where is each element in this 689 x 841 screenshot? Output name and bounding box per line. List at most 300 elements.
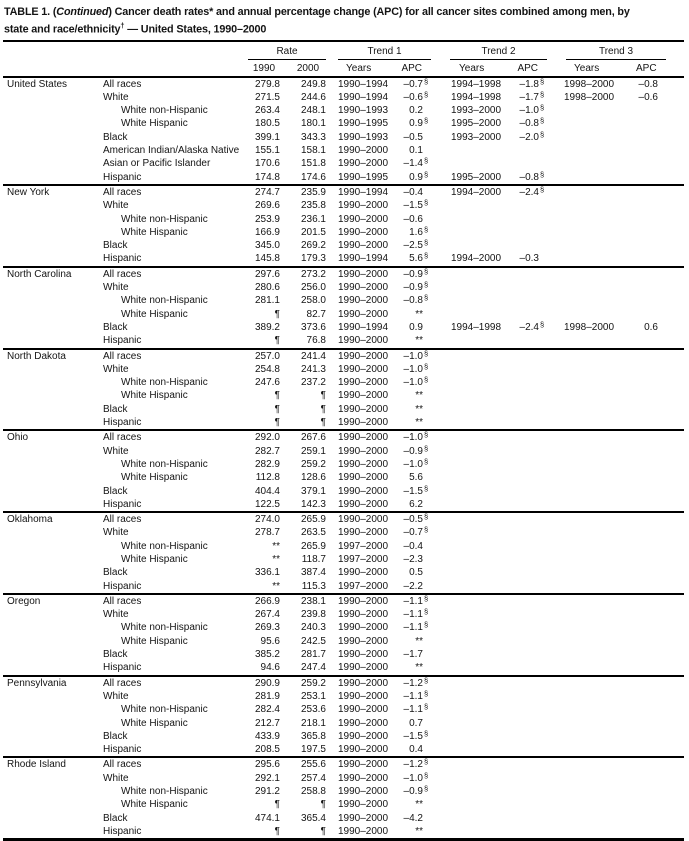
- trend2-years: [431, 268, 513, 282]
- rate-2000-value: 82.7: [306, 308, 326, 320]
- trend2-significance-marker: §: [540, 103, 545, 113]
- trend3-apc-value: [636, 580, 658, 594]
- trend2-significance-marker: [539, 455, 547, 469]
- table-row: [3, 498, 666, 511]
- trend3-years: [547, 540, 636, 554]
- race-ethnicity-label: White non-Hispanic: [121, 458, 208, 470]
- trend3-years: [547, 445, 636, 459]
- trend2-apc-value: [513, 595, 539, 609]
- race-ethnicity-label: All races: [103, 595, 142, 607]
- trend1-years: 1990–2000: [338, 458, 389, 470]
- race-ethnicity-label: White: [103, 609, 129, 621]
- trend2-years: [431, 350, 513, 364]
- trend3-years: [547, 294, 636, 308]
- trend3-apc-value: [636, 416, 658, 430]
- table-row: [3, 812, 666, 825]
- state-name: [3, 526, 96, 540]
- trend1-years: 1990–2000: [338, 295, 389, 307]
- trend3-significance-marker: [658, 782, 666, 796]
- trend1-years: 1990–2000: [338, 622, 389, 634]
- trend1-significance-marker: §: [424, 156, 429, 166]
- table-row: [3, 171, 666, 184]
- trend3-apc-value: [636, 785, 658, 799]
- rate-2000-value: 238.1: [300, 595, 326, 607]
- state-name: [3, 785, 96, 799]
- state-name: [3, 445, 96, 459]
- rate-2000-value: ¶: [320, 799, 326, 811]
- trend3-years: [547, 239, 636, 253]
- rate-2000-value: 259.2: [300, 677, 326, 689]
- trend2-apc-value: –0.8: [519, 171, 539, 183]
- trend3-years: [547, 498, 636, 512]
- race-ethnicity-label: White non-Hispanic: [121, 377, 208, 389]
- trend2-years: [431, 226, 513, 240]
- trend2-years: [431, 416, 513, 430]
- trend3-apc-value: [636, 485, 658, 499]
- trend3-years: [547, 117, 636, 131]
- state-name: [3, 376, 96, 390]
- trend2-significance-marker: [539, 618, 547, 632]
- rate-1990-value: 269.3: [254, 622, 280, 634]
- trend2-years: [431, 580, 513, 594]
- trend2-significance-marker: §: [540, 184, 545, 194]
- trend1-significance-marker: [423, 128, 431, 142]
- trend3-significance-marker: [658, 386, 666, 400]
- race-ethnicity-label: All races: [103, 514, 142, 526]
- trend1-years: 1997–2000: [338, 580, 389, 592]
- trend2-apc-value: [513, 157, 539, 171]
- state-name: Ohio: [7, 432, 29, 444]
- trend1-years: 1990–1994: [338, 91, 389, 103]
- trend1-significance-marker: §: [424, 620, 429, 630]
- trend2-apc-value: [513, 635, 539, 649]
- trend1-apc-value: –1.2: [403, 677, 423, 689]
- trend1-apc-value: **: [415, 635, 423, 647]
- rate-1990-value: ¶: [274, 308, 280, 320]
- trend1-significance-marker: §: [424, 483, 429, 493]
- trend2-significance-marker: [539, 577, 547, 591]
- state-name: [3, 294, 96, 308]
- rate-1990-value: **: [272, 540, 280, 552]
- trend2-significance-marker: [539, 769, 547, 783]
- trend2-years: [431, 798, 513, 812]
- trend3-significance-marker: [658, 455, 666, 469]
- trend1-apc-value: **: [415, 308, 423, 320]
- table-row: [3, 157, 666, 170]
- trend1-significance-marker: §: [424, 702, 429, 712]
- trend3-years: [547, 171, 636, 185]
- trend2-significance-marker: [539, 592, 547, 606]
- trend3-apc-value: [636, 389, 658, 403]
- rate-1990-value: 399.1: [254, 131, 280, 143]
- trend2-apc-value: [513, 690, 539, 704]
- rate-1990-value: ¶: [274, 417, 280, 429]
- rate-2000-value: 180.1: [300, 118, 326, 130]
- trend1-apc-value: –0.5: [403, 131, 423, 143]
- trend1-years: 1990–2000: [338, 595, 389, 607]
- trend2-apc-value: [513, 458, 539, 472]
- rate-2000-value: 379.1: [300, 485, 326, 497]
- trend1-years: 1990–2000: [338, 213, 389, 225]
- trend2-significance-marker: [539, 495, 547, 509]
- race-ethnicity-label: Black: [103, 567, 128, 579]
- table-row: [3, 104, 666, 117]
- race-ethnicity-label: Black: [103, 240, 128, 252]
- column-header-trend2-years: Years: [459, 62, 485, 74]
- trend1-years: 1990–1994: [338, 253, 389, 265]
- trend2-years: [431, 566, 513, 580]
- trend1-years: 1990–2000: [338, 485, 389, 497]
- trend2-years: [431, 389, 513, 403]
- rate-2000-value: 365.4: [300, 812, 326, 824]
- race-ethnicity-label: White: [103, 363, 129, 375]
- trend2-apc-value: [513, 621, 539, 635]
- trend2-years: [431, 553, 513, 567]
- trend3-apc-value: [636, 213, 658, 227]
- rate-2000-value: 236.1: [300, 213, 326, 225]
- rate-2000-value: 179.3: [300, 253, 326, 265]
- trend3-significance-marker: [658, 318, 666, 332]
- race-ethnicity-label: Black: [103, 403, 128, 415]
- trend3-significance-marker: [658, 809, 666, 823]
- trend3-years: [547, 690, 636, 704]
- trend3-significance-marker: [658, 755, 666, 769]
- trend3-apc-value: [636, 743, 658, 757]
- rate-2000-value: 142.3: [300, 498, 326, 510]
- trend2-significance-marker: [539, 265, 547, 279]
- trend2-years: [431, 812, 513, 826]
- table-body: [3, 78, 689, 839]
- trend2-years: [431, 363, 513, 377]
- trend3-apc-value: [636, 758, 658, 772]
- rate-2000-value: 240.3: [300, 622, 326, 634]
- trend2-significance-marker: §: [540, 89, 545, 99]
- rate-1990-value: 269.6: [254, 200, 280, 212]
- trend3-years: [547, 308, 636, 322]
- table-row: [3, 268, 666, 281]
- race-ethnicity-label: White Hispanic: [121, 308, 188, 320]
- state-name: [3, 144, 96, 158]
- state-name: [3, 226, 96, 240]
- trend1-apc-value: –1.0: [403, 363, 423, 375]
- trend1-years: 1990–2000: [338, 158, 389, 170]
- state-name: [3, 157, 96, 171]
- table-row: [3, 677, 666, 690]
- trend1-years: 1990–1994: [338, 78, 389, 90]
- trend2-years: [431, 717, 513, 731]
- trend1-years: 1990–2000: [338, 268, 389, 280]
- trend2-apc-value: [513, 376, 539, 390]
- trend3-years: [547, 758, 636, 772]
- trend2-years: [431, 621, 513, 635]
- trend1-significance-marker: [423, 740, 431, 754]
- trend3-apc-value: [636, 458, 658, 472]
- rate-1990-value: 155.1: [254, 145, 280, 157]
- trend1-significance-marker: §: [424, 593, 429, 603]
- trend2-years: [431, 458, 513, 472]
- trend2-significance-marker: §: [540, 319, 545, 329]
- state-name: [3, 580, 96, 594]
- trend2-apc-value: –1.0: [519, 105, 539, 117]
- trend1-apc-value: –0.9: [403, 268, 423, 280]
- rate-1990-value: 266.9: [254, 595, 280, 607]
- trend1-years: 1990–2000: [338, 567, 389, 579]
- trend2-apc-value: [513, 703, 539, 717]
- trend1-significance-marker: §: [424, 757, 429, 767]
- trend3-years: [547, 471, 636, 485]
- trend2-years: [431, 485, 513, 499]
- trend1-years: 1990–2000: [338, 717, 389, 729]
- trend3-years: [547, 595, 636, 609]
- trend2-significance-marker: [539, 658, 547, 672]
- column-header-trend1-apc: APC: [401, 62, 422, 74]
- table-row: [3, 78, 666, 91]
- trend2-significance-marker: [539, 154, 547, 168]
- trend1-significance-marker: §: [424, 512, 429, 522]
- trend3-apc-value: [636, 239, 658, 253]
- trend1-significance-marker: [423, 183, 431, 197]
- rate-2000-value: 242.5: [300, 635, 326, 647]
- trend1-significance-marker: §: [424, 251, 429, 261]
- trend1-years: 1990–2000: [338, 350, 389, 362]
- rate-1990-value: 208.5: [254, 744, 280, 756]
- column-header-trend2-apc: APC: [517, 62, 538, 74]
- race-ethnicity-label: White non-Hispanic: [121, 786, 208, 798]
- state-name: New York: [7, 186, 50, 198]
- trend1-apc-value: –1.1: [403, 609, 423, 621]
- trend1-apc-value: –1.0: [403, 377, 423, 389]
- trend2-significance-marker: [539, 223, 547, 237]
- trend2-apc-value: [513, 812, 539, 826]
- state-name: [3, 171, 96, 185]
- rate-1990-value: 292.1: [254, 772, 280, 784]
- trend2-years: [431, 294, 513, 308]
- trend2-significance-marker: [539, 210, 547, 224]
- trend2-apc-value: [513, 785, 539, 799]
- trend3-years: [547, 281, 636, 295]
- trend3-years: [547, 717, 636, 731]
- rate-1990-value: 345.0: [254, 240, 280, 252]
- trend2-years: 1994–1998: [451, 91, 502, 103]
- table-row: [3, 580, 666, 593]
- trend3-years: [547, 431, 636, 445]
- trend1-apc-value: –0.4: [403, 540, 423, 552]
- trend3-years: [547, 213, 636, 227]
- state-name: [3, 798, 96, 812]
- rate-1990-value: 94.6: [260, 662, 280, 674]
- rate-2000-value: 253.6: [300, 704, 326, 716]
- state-name: [3, 498, 96, 512]
- state-name: [3, 566, 96, 580]
- trend1-significance-marker: §: [424, 784, 429, 794]
- race-ethnicity-label: Hispanic: [103, 417, 142, 429]
- trend2-apc-value: [513, 648, 539, 662]
- rate-1990-value: 291.2: [254, 786, 280, 798]
- rate-2000-value: 265.9: [300, 514, 326, 526]
- trend1-significance-marker: [423, 210, 431, 224]
- trend3-significance-marker: [658, 413, 666, 427]
- trend3-apc-value: 0.6: [644, 321, 658, 333]
- trend2-apc-value: [513, 485, 539, 499]
- rate-1990-value: ¶: [274, 335, 280, 347]
- state-name: [3, 281, 96, 295]
- trend2-apc-value: [513, 553, 539, 567]
- trend3-significance-marker: [658, 154, 666, 168]
- trend1-years: 1990–2000: [338, 759, 389, 771]
- trend3-apc-value: [636, 690, 658, 704]
- race-ethnicity-label: All races: [103, 432, 142, 444]
- trend1-years: 1990–2000: [338, 649, 389, 661]
- trend2-significance-marker: [539, 413, 547, 427]
- trend2-apc-value: [513, 445, 539, 459]
- trend3-years: [547, 252, 636, 266]
- trend2-apc-value: [513, 743, 539, 757]
- race-ethnicity-label: White Hispanic: [121, 118, 188, 130]
- state-name: [3, 334, 96, 348]
- trend2-significance-marker: [539, 714, 547, 728]
- trend3-apc-value: [636, 648, 658, 662]
- trend2-significance-marker: §: [540, 169, 545, 179]
- trend3-years: [547, 703, 636, 717]
- trend3-apc-value: [636, 376, 658, 390]
- race-ethnicity-label: Hispanic: [103, 580, 142, 592]
- trend3-apc-value: [636, 363, 658, 377]
- trend2-apc-value: [513, 498, 539, 512]
- state-name: [3, 403, 96, 417]
- trend1-apc-value: –0.9: [403, 445, 423, 457]
- trend2-apc-value: [513, 798, 539, 812]
- trend2-significance-marker: [539, 510, 547, 524]
- trend3-years: [547, 363, 636, 377]
- rate-1990-value: 122.5: [254, 498, 280, 510]
- trend3-years: [547, 661, 636, 675]
- rate-2000-value: 247.4: [300, 662, 326, 674]
- trend1-years: 1990–1994: [338, 321, 389, 333]
- rate-1990-value: 292.0: [254, 432, 280, 444]
- trend1-significance-marker: §: [424, 375, 429, 385]
- trend3-years: [547, 350, 636, 364]
- trend1-years: 1990–2000: [338, 825, 389, 837]
- race-ethnicity-label: White Hispanic: [121, 635, 188, 647]
- rate-1990-value: ¶: [274, 799, 280, 811]
- trend3-years: [547, 199, 636, 213]
- rate-2000-value: 76.8: [306, 335, 326, 347]
- trend3-years: [547, 812, 636, 826]
- trend3-significance-marker: [658, 714, 666, 728]
- rate-2000-value: 197.5: [300, 744, 326, 756]
- trend2-years: [431, 785, 513, 799]
- table-row: [3, 798, 666, 811]
- trend2-years: [431, 730, 513, 744]
- column-group-rate: Rate: [248, 44, 326, 60]
- rate-2000-value: 151.8: [300, 158, 326, 170]
- trend2-years: [431, 635, 513, 649]
- rate-2000-value: ¶: [320, 417, 326, 429]
- trend2-years: [431, 703, 513, 717]
- column-header-trend1-years: Years: [346, 62, 372, 74]
- table-row: [3, 471, 666, 484]
- table-row: [3, 294, 666, 307]
- trend1-apc-value: **: [415, 403, 423, 415]
- trend3-significance-marker: [658, 223, 666, 237]
- trend2-years: 1994–2000: [451, 186, 502, 198]
- trend3-significance-marker: [658, 658, 666, 672]
- table-row: [3, 717, 666, 730]
- trend3-years: [547, 104, 636, 118]
- state-name: [3, 621, 96, 635]
- rate-1990-value: 280.6: [254, 282, 280, 294]
- trend3-years: [547, 798, 636, 812]
- trend2-apc-value: [513, 389, 539, 403]
- trend1-apc-value: **: [415, 825, 423, 837]
- table-row: [3, 648, 666, 661]
- trend2-significance-marker: [539, 740, 547, 754]
- rate-2000-value: 267.6: [300, 432, 326, 444]
- trend3-years: [547, 635, 636, 649]
- trend2-years: [431, 403, 513, 417]
- trend1-significance-marker: [423, 495, 431, 509]
- trend2-apc-value: [513, 661, 539, 675]
- trend1-years: 1990–2000: [338, 363, 389, 375]
- trend3-years: [547, 772, 636, 786]
- trend1-years: 1990–2000: [338, 799, 389, 811]
- table-row: [3, 513, 666, 526]
- trend3-years: [547, 608, 636, 622]
- trend3-apc-value: [636, 294, 658, 308]
- table-row: [3, 376, 666, 389]
- trend2-significance-marker: [539, 291, 547, 305]
- trend2-apc-value: –2.4: [519, 321, 539, 333]
- rate-1990-value: 253.9: [254, 213, 280, 225]
- state-name: [3, 717, 96, 731]
- trend3-apc-value: [636, 703, 658, 717]
- table-row: [3, 825, 666, 838]
- table-title-line2: state and race/ethnicity† — United States, 1990–2000: [4, 21, 267, 36]
- trend1-significance-marker: §: [424, 280, 429, 290]
- trend2-apc-value: [513, 717, 539, 731]
- trend3-apc-value: [636, 117, 658, 131]
- trend1-significance-marker: [423, 413, 431, 427]
- trend1-years: 1990–2000: [338, 744, 389, 756]
- trend2-apc-value: [513, 294, 539, 308]
- trend1-significance-marker: §: [424, 116, 429, 126]
- rate-1990-value: 290.9: [254, 677, 280, 689]
- trend3-years: 1998–2000: [564, 321, 615, 333]
- trend1-years: 1990–2000: [338, 704, 389, 716]
- state-name: [3, 635, 96, 649]
- rate-1990-value: 254.8: [254, 363, 280, 375]
- trend2-apc-value: [513, 199, 539, 213]
- trend1-years: 1990–2000: [338, 240, 389, 252]
- trend2-years: 1994–1998: [451, 78, 502, 90]
- rate-2000-value: 365.8: [300, 730, 326, 742]
- rate-1990-value: ¶: [274, 390, 280, 402]
- race-ethnicity-label: All races: [103, 677, 142, 689]
- trend1-significance-marker: [423, 141, 431, 155]
- race-ethnicity-label: American Indian/Alaska Native: [103, 145, 240, 157]
- rate-2000-value: 241.3: [300, 363, 326, 375]
- trend2-years: 1993–2000: [451, 131, 502, 143]
- trend1-years: 1990–2000: [338, 635, 389, 647]
- trend2-apc-value: [513, 226, 539, 240]
- race-ethnicity-label: White: [103, 91, 129, 103]
- trend1-apc-value: 0.9: [409, 321, 423, 333]
- trend1-apc-value: –4.2: [403, 812, 423, 824]
- trend2-significance-marker: [539, 482, 547, 496]
- trend1-apc-value: –1.5: [403, 200, 423, 212]
- trend2-significance-marker: [539, 727, 547, 741]
- trend2-apc-value: [513, 144, 539, 158]
